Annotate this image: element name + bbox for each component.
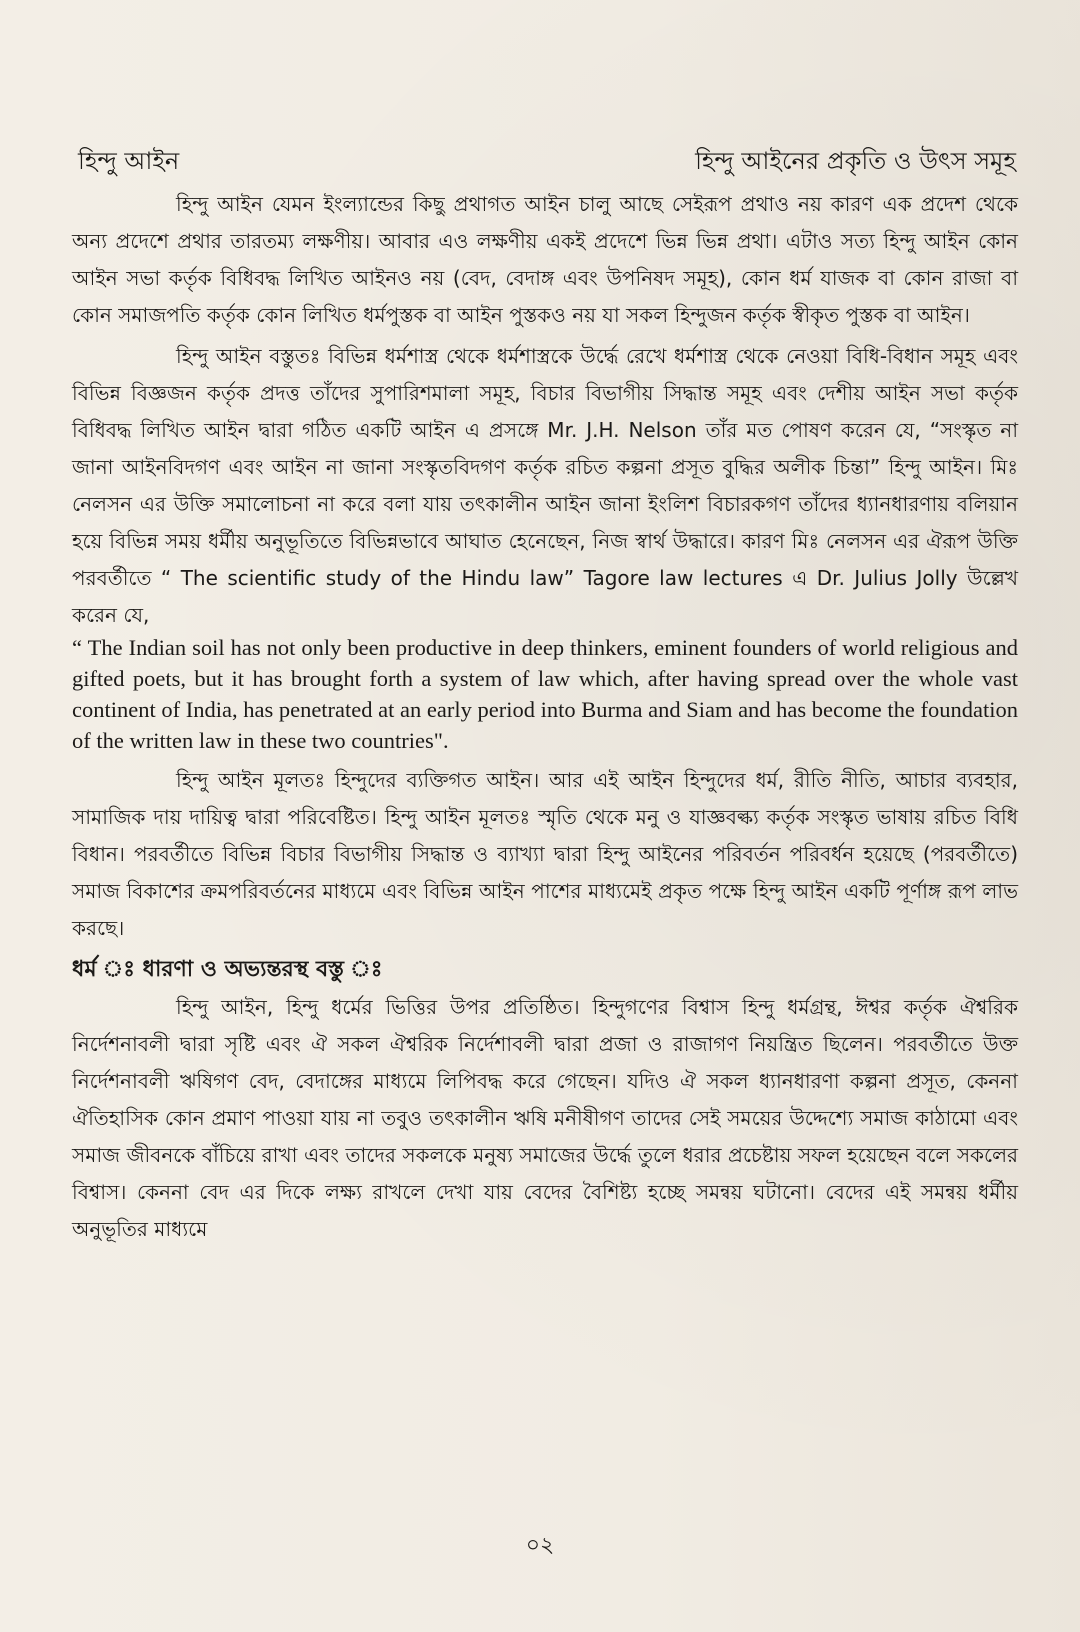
paragraph-3: হিন্দু আইন মূলতঃ হিন্দুদের ব্যক্তিগত আইন। আর এই আইন হিন্দুদের ধর্ম, রীতি নীতি, আচার ব্যবহার, সামাজিক দায় দায়িত্ব দ্বারা পরিবেষ্টিত। হিন্দু আইন মূলতঃ স্মৃতি থেকে মনু ও যাজ্ঞবল্ক্য কর্তৃক সংস্কৃত ভাষায় রচিত বিধি বিধান। পরবর্তীতে বিভিন্ন বিচার বিভাগীয় সিদ্ধান্ত ও ব্যাখ্যা দ্বারা হিন্দু আইনের পরিবর্তন পরিবর্ধন হয়েছে (পরবর্তীতে) সমাজ বিকাশের ক্রমপরিবর্তনের মাধ্যমে এবং বিভিন্ন আইন পাশের মাধ্যমেই প্রকৃত পক্ষে হিন্দু আইন একটি পূর্ণাঙ্গ রূপ লাভ করছে। <box>72 768 1018 940</box>
running-header <box>78 143 1016 183</box>
page-body <box>72 186 1018 1252</box>
section-heading: ধর্ম ঃ ধারণা ও অভ্যন্তরস্থ বস্তু ঃ <box>72 957 383 982</box>
page-number: ০২ <box>525 1533 555 1558</box>
english-quote: “ The Indian soil has not only been productive in deep thinkers, eminent founders of world religious and gifted poets, but it has brought forth a system of law which, after having spread over the whole vast continent of India, has penetrated at an early period into Burma and Siam and has become the foundation of the written law in these two countries". <box>72 635 1018 753</box>
header-left-title: হিন্দু আইন <box>78 147 180 175</box>
paragraph-2: হিন্দু আইন বস্তুতঃ বিভিন্ন ধর্মশাস্ত্র থেকে ধর্মশাস্ত্রকে উর্দ্ধে রেখে ধর্মশাস্ত্র থেকে নেওয়া বিধি-বিধান সমূহ এবং বিভিন্ন বিজ্ঞজন কর্তৃক প্রদত্ত তাঁদের সুপারিশমালা সমূহ, বিচার বিভাগীয় সিদ্ধান্ত সমূহ এবং দেশীয় আইন সভা কর্তৃক বিধিবদ্ধ লিখিত আইন দ্বারা গঠিত একটি আইন এ প্রসঙ্গে Mr. J.H. Nelson তাঁর মত পোষণ করেন যে, “সংস্কৃত না জানা আইনবিদগণ এবং আইন না জানা সংস্কৃতবিদগণ কর্তৃক রচিত কল্পনা প্রসূত বুদ্ধির অলীক চিন্তা” হিন্দু আইন। মিঃ নেলসন এর উক্তি সমালোচনা না করে বলা যায় তৎকালীন আইন জানা ইংলিশ বিচারকগণ তাঁদের ধ্যানধারণায় বলিয়ান হয়ে বিভিন্ন সময় ধর্মীয় অনুভূতিতে বিভিন্নভাবে আঘাত হেনেছেন, নিজ স্বার্থ উদ্ধারে। কারণ মিঃ নেলসন এর ঐরূপ উক্তি পরবর্তীতে “ The scientific study of the Hindu law” Tagore law lectures এ Dr. Julius Jolly উল্লেখ করেন যে, <box>72 344 1018 627</box>
paragraph-1: হিন্দু আইন যেমন ইংল্যান্ডের কিছু প্রথাগত আইন চালু আছে সেইরূপ প্রথাও নয় কারণ এক প্রদেশ থেকে অন্য প্রদেশে প্রথার তারতম্য লক্ষণীয়। আবার এও লক্ষণীয় একই প্রদেশে ভিন্ন ভিন্ন প্রথা। এটাও সত্য হিন্দু আইন কোন আইন সভা কর্তৃক বিধিবদ্ধ লিখিত আইনও নয় (বেদ, বেদাঙ্গ এবং উপনিষদ সমূহ), কোন ধর্ম যাজক বা কোন রাজা বা কোন সমাজপতি কর্তৃক কোন লিখিত ধর্মপুস্তক বা আইন পুস্তকও নয় যা সকল হিন্দুজন কর্তৃক স্বীকৃত পুস্তক বা আইন। <box>72 192 1018 327</box>
header-right-title: হিন্দু আইনের প্রকৃতি ও উৎস সমূহ <box>695 147 1016 175</box>
paragraph-4: হিন্দু আইন, হিন্দু ধর্মের ভিত্তির উপর প্রতিষ্ঠিত। হিন্দুগণের বিশ্বাস হিন্দু ধর্মগ্রন্থ, ঈশ্বর কর্তৃক ঐশ্বরিক নির্দেশনাবলী দ্বারা সৃষ্টি এবং ঐ সকল ঐশ্বরিক নির্দেশাবলী দ্বারা প্রজা ও রাজাগণ নিয়ন্ত্রিত ছিলেন। পরবর্তীতে উক্ত নির্দেশনাবলী ঋষিগণ বেদ, বেদাঙ্গের মাধ্যমে লিপিবদ্ধ করে গেছেন। যদিও ঐ সকল ধ্যানধারণা কল্পনা প্রসূত, কেননা ঐতিহাসিক কোন প্রমাণ পাওয়া যায় না তবুও তৎকালীন ঋষি মনীষীগণ তাদের সেই সময়ের উদ্দেশ্যে সমাজ কাঠামো এবং সমাজ জীবনকে বাঁচিয়ে রাখা এবং তাদের সকলকে মনুষ্য সমাজের উর্দ্ধে তুলে ধরার প্রচেষ্টায় সফল হয়েছেন বলে সকলের বিশ্বাস। কেননা বেদ এর দিকে লক্ষ্য রাখলে দেখা যায় বেদের বৈশিষ্ট্য হচ্ছে সমন্বয় ঘটানো। বেদের এই সমন্বয় ধর্মীয় অনুভূতির মাধ্যমে <box>72 995 1018 1241</box>
